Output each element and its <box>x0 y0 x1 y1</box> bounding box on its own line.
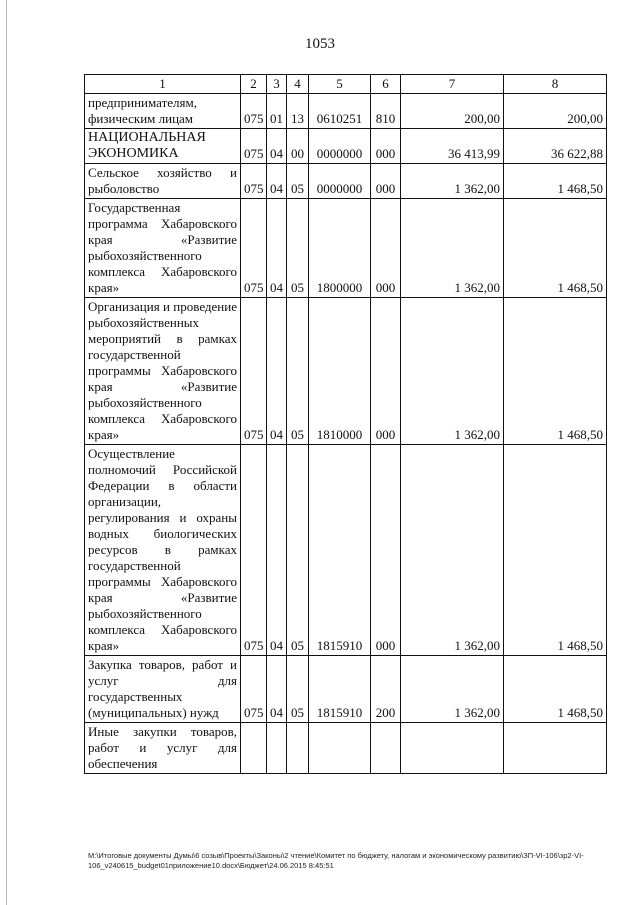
target-article-code: 1815910 <box>309 656 371 723</box>
section-code: 04 <box>267 656 287 723</box>
target-article-code: 1800000 <box>309 199 371 298</box>
document-path-footer: M:\Итоговые документы Думы\6 созыв\Проекты\Законы\2 чтение\Комитет по бюджету, налогам и экономическому развитию\ЗП-VI-106\зр2-VI-106_v240615_budget01приложение10.docx\Бюджет\24.06.2015 8:45:51 <box>88 851 584 870</box>
amount-col7: 1 362,00 <box>401 164 504 199</box>
subsection-code: 05 <box>287 164 309 199</box>
table-row <box>85 445 607 656</box>
table-row <box>85 129 607 164</box>
amount-col7: 1 362,00 <box>401 445 504 656</box>
amount-col8: 1 468,50 <box>504 164 607 199</box>
expense-type-code: 000 <box>371 129 401 164</box>
header-cell: 5 <box>309 75 371 94</box>
amount-col7: 1 362,00 <box>401 199 504 298</box>
amount-col8: 36 622,88 <box>504 129 607 164</box>
section-code: 04 <box>267 298 287 445</box>
header-cell: 2 <box>241 75 267 94</box>
ministry-code: 075 <box>241 129 267 164</box>
scan-margin-line <box>6 0 7 905</box>
table-row <box>85 94 607 129</box>
section-code: 04 <box>267 129 287 164</box>
header-cell: 3 <box>267 75 287 94</box>
row-name: НАЦИОНАЛЬНАЯ ЭКОНОМИКА <box>85 129 241 164</box>
header-cell: 7 <box>401 75 504 94</box>
row-name: Осуществление полномочий Российской Федерации в области организации, регулирования и охраны водных биологических ресурсов в рамках государственной программы Хабаровского края «Развитие рыбохозяйственного комплекса Хабаровского края» <box>85 445 241 656</box>
target-article-code: 1815910 <box>309 445 371 656</box>
target-article-code: 0000000 <box>309 164 371 199</box>
expense-type-code: 000 <box>371 445 401 656</box>
subsection-code: 05 <box>287 199 309 298</box>
header-cell: 4 <box>287 75 309 94</box>
amount-col8: 1 468,50 <box>504 298 607 445</box>
table-row <box>85 164 607 199</box>
expense-type-code: 000 <box>371 199 401 298</box>
amount-col7 <box>401 723 504 774</box>
table-row <box>85 723 607 774</box>
amount-col8 <box>504 723 607 774</box>
row-name: Иные закупки товаров, работ и услуг для обеспечения <box>85 723 241 774</box>
header-cell: 1 <box>85 75 241 94</box>
subsection-code: 05 <box>287 298 309 445</box>
ministry-code: 075 <box>241 656 267 723</box>
row-name: Государственная программа Хабаровского края «Развитие рыбохозяйственного комплекса Хабаровского края» <box>85 199 241 298</box>
section-code: 01 <box>267 94 287 129</box>
amount-col8: 1 468,50 <box>504 656 607 723</box>
row-name: предпринимателям, физическим лицам <box>85 94 241 129</box>
expense-type-code: 000 <box>371 298 401 445</box>
section-code: 04 <box>267 164 287 199</box>
expense-type-code <box>371 723 401 774</box>
target-article-code <box>309 723 371 774</box>
ministry-code: 075 <box>241 298 267 445</box>
target-article-code: 0610251 <box>309 94 371 129</box>
amount-col7: 1 362,00 <box>401 298 504 445</box>
ministry-code: 075 <box>241 94 267 129</box>
row-name: Закупка товаров, работ и услуг для государственных (муниципальных) нужд <box>85 656 241 723</box>
amount-col8: 1 468,50 <box>504 199 607 298</box>
subsection-code: 13 <box>287 94 309 129</box>
amount-col7: 36 413,99 <box>401 129 504 164</box>
subsection-code: 00 <box>287 129 309 164</box>
amount-col8: 1 468,50 <box>504 445 607 656</box>
section-code: 04 <box>267 199 287 298</box>
ministry-code <box>241 723 267 774</box>
expense-type-code: 810 <box>371 94 401 129</box>
row-name: Сельское хозяйство и рыболовство <box>85 164 241 199</box>
table-row <box>85 199 607 298</box>
target-article-code: 1810000 <box>309 298 371 445</box>
ministry-code: 075 <box>241 164 267 199</box>
section-code <box>267 723 287 774</box>
ministry-code: 075 <box>241 199 267 298</box>
subsection-code: 05 <box>287 445 309 656</box>
budget-table <box>84 74 607 774</box>
amount-col8: 200,00 <box>504 94 607 129</box>
page-number: 1053 <box>305 36 335 52</box>
table-row <box>85 656 607 723</box>
expense-type-code: 200 <box>371 656 401 723</box>
expense-type-code: 000 <box>371 164 401 199</box>
subsection-code: 05 <box>287 656 309 723</box>
section-code: 04 <box>267 445 287 656</box>
header-cell: 8 <box>504 75 607 94</box>
amount-col7: 1 362,00 <box>401 656 504 723</box>
ministry-code: 075 <box>241 445 267 656</box>
row-name: Организация и проведение рыбохозяйственных мероприятий в рамках государственной программы Хабаровского края «Развитие рыбохозяйственного комплекса Хабаровского края» <box>85 298 241 445</box>
table-header-row <box>85 75 607 94</box>
amount-col7: 200,00 <box>401 94 504 129</box>
target-article-code: 0000000 <box>309 129 371 164</box>
subsection-code <box>287 723 309 774</box>
header-cell: 6 <box>371 75 401 94</box>
table-row <box>85 298 607 445</box>
